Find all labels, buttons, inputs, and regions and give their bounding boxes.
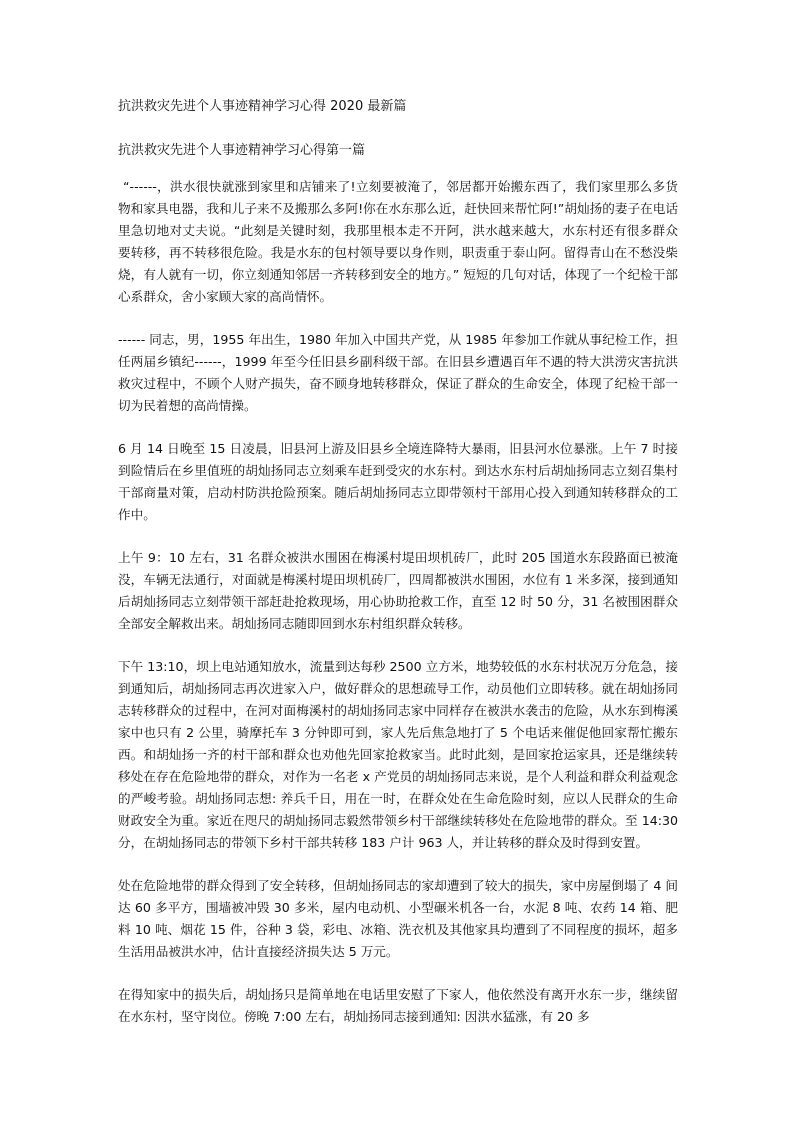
document-subtitle: 抗洪救灾先进个人事迹精神学习心得第一篇	[118, 143, 366, 158]
paragraph: “------，洪水很快就涨到家里和店铺来了!立刻要被淹了，邻居都开始搬东西了，我们家里那么多货物和家具电器，我和儿子来不及搬那么多阿!你在水东那么近，赶快回来帮忙阿!”胡灿扬的妻子在电话里急切地对丈夫说。“此刻是关键时刻，我那里根本走不开阿，洪水越来越大，水东村还有很多群众要转移，再不转移很危险。我是水东的包村领导要以身作则，职责重于泰山阿。留得青山在不愁没柴烧，有人就有一切，你立刻通知邻居一齐转移到安全的地方。” 短短的几句对话，体现了一个纪检干部心系群众，舍小家顾大家的高尚情怀。	[118, 179, 678, 304]
document-title: 抗洪救灾先进个人事迹精神学习心得 2020 最新篇	[118, 99, 407, 114]
paragraph: ------ 同志，男，1955 年出生，1980 年加入中国共产党，从 1985 年参加工作就从事纪检工作，担任两届乡镇纪------，1999 年至今任旧县乡副科级干部。在旧县乡遭遇百年不遇的特大洪涝灾害抗洪救灾过程中，不顾个人财产损失，奋不顾身地转移群众，保证了群众的生命安全，体现了纪检干部一切为民着想的高尚情操。	[118, 332, 678, 413]
paragraph: 6 月 14 日晚至 15 日凌晨，旧县河上游及旧县乡全境连降特大暴雨，旧县河水位暴涨。上午 7 时接到险情后在乡里值班的胡灿扬同志立刻乘车赶到受灾的水东村。到达水东村后胡灿扬同志立刻召集村干部商量对策，启动村防洪抢险预案。随后胡灿扬同志立即带领村干部用心投入到通知转移群众的工作中。	[118, 441, 678, 522]
paragraph: 处在危险地带的群众得到了安全转移，但胡灿扬同志的家却遭到了较大的损失，家中房屋倒塌了 4 间达 60 多平方，围墙被冲毁 30 多米，屋内电动机、小型碾米机各一台，水泥 8 吨、农药 14 箱、肥料 10 吨、烟花 15 件，谷种 3 袋，彩电、冰箱、洗衣机及其他家具均遭到了不同程度的损坏，超多生活用品被洪水冲，估计直接经济损失达 5 万元。	[118, 878, 678, 959]
paragraph: 下午 13:10，坝上电站通知放水，流量到达每秒 2500 立方米，地势较低的水东村状况万分危急，接到通知后，胡灿扬同志再次进家入户，做好群众的思想疏导工作，动员他们立即转移。就在胡灿扬同志转移群众的过程中，在河对面梅溪村的胡灿扬同志家中同样存在被洪水袭击的危险，从水东到梅溪家中也只有 2 公里，骑摩托车 3 分钟即可到，家人先后焦急地打了 5 个电话来催促他回家帮忙搬东西。和胡灿扬一齐的村干部和群众也劝他先回家抢救家当。此时此刻，是回家抢运家具，还是继续转移处在存在危险地带的群众，对作为一名老 x 产党员的胡灿扬同志来说，是个人利益和群众利益观念的严峻考验。胡灿扬同志想: 养兵千日，用在一时，在群众处在生命危险时刻，应以人民群众的生命财政安全为重。家近在咫尺的胡灿扬同志毅然带领乡村干部继续转移处在危险地带的群众。至 14:30 分，在胡灿扬同志的带领下乡村干部共转移 183 户计 963 人，并让转移的群众及时得到安置。	[118, 659, 678, 850]
paragraph: 在得知家中的损失后，胡灿扬只是简单地在电话里安慰了下家人，他依然没有离开水东一步，继续留在水东村，坚守岗位。傍晚 7:00 左右，胡灿扬同志接到通知: 因洪水猛涨，有 20 多	[118, 987, 678, 1024]
paragraph: 上午 9：10 左右，31 名群众被洪水围困在梅溪村堤田坝机砖厂，此时 205 国道水东段路面已被淹没，车辆无法通行，对面就是梅溪村堤田坝机砖厂，四周都被洪水围困，水位有 1 米多深，接到通知后胡灿扬同志立刻带领干部赶赴抢救现场，用心协助抢救工作，直至 12 时 50 分，31 名被围困群众全部安全解救出来。胡灿扬同志随即回到水东村组织群众转移。	[118, 550, 678, 631]
document-body	[118, 176, 678, 1049]
